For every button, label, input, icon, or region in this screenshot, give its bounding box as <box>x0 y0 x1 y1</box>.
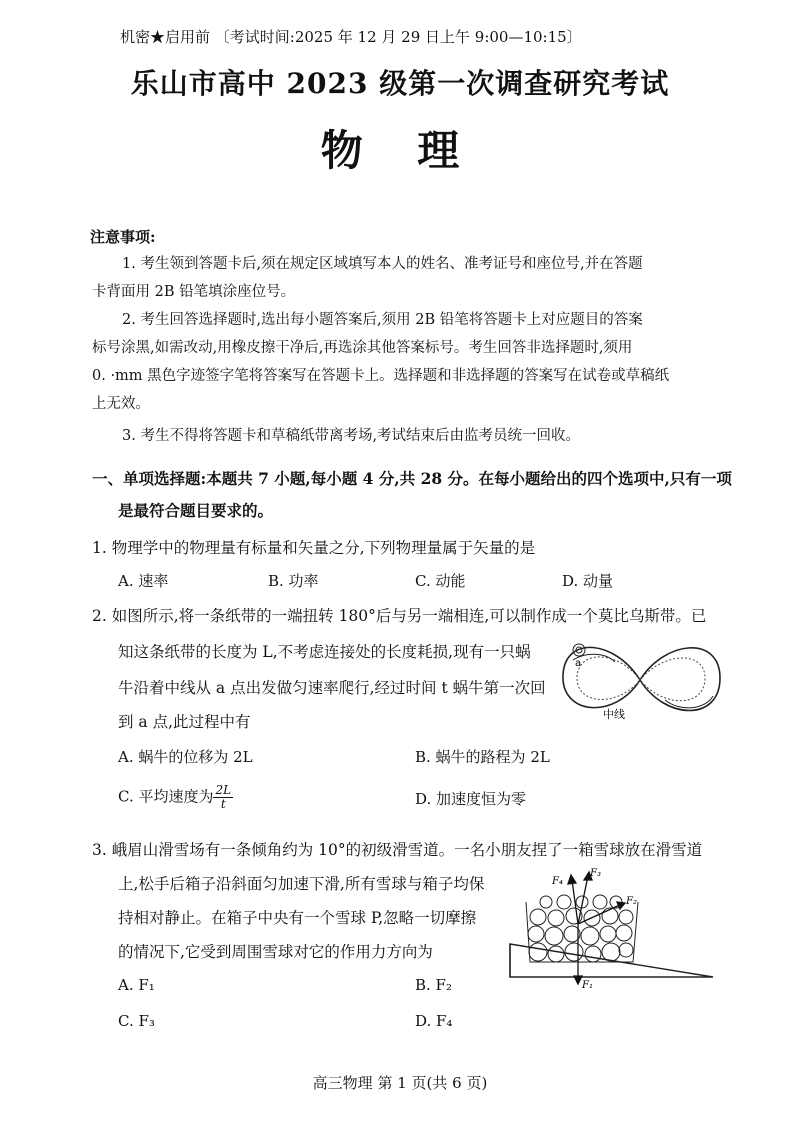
q2-option-d: D. 加速度恒为零 <box>415 790 527 808</box>
question-3-stem: 的情况下,它受到周围雪球对它的作用力方向为 <box>118 943 433 961</box>
question-3-stem: 持相对静止。在箱子中央有一个雪球 P,忽略一切摩擦 <box>118 909 477 927</box>
section-heading-cont: 是最符合题目要求的。 <box>118 501 274 520</box>
subject-title: 物 理 <box>320 126 480 175</box>
q1-option-b: B. 功率 <box>268 572 319 590</box>
page-footer: 高三物理 第 1 页(共 6 页) <box>312 1074 488 1092</box>
fraction-denominator: t <box>220 797 226 811</box>
q3-option-c: C. F₃ <box>118 1012 155 1030</box>
question-3-stem: 上,松手后箱子沿斜面匀加速下滑,所有雪球与箱子均保 <box>118 875 485 893</box>
fraction-numerator: 2L <box>215 783 232 797</box>
notice-line: 2. 考生回答选择题时,选出每小题答案后,须用 2B 铅笔将答题卡上对应题目的答案 <box>122 312 643 328</box>
fraction-2l-over-t <box>213 784 233 811</box>
notice-line: 卡背面用 2B 铅笔填涂座位号。 <box>92 284 296 300</box>
notice-heading: 注意事项: <box>90 228 156 246</box>
fig-label-a: a <box>575 658 582 669</box>
notice-line: 上无效。 <box>92 396 150 412</box>
fig-label-midline: 中线 <box>603 708 625 721</box>
question-3-stem: 3. 峨眉山滑雪场有一条倾角约为 10°的初级滑雪道。一名小朋友捏了一箱雪球放在滑雪道 <box>92 841 703 859</box>
q1-option-a: A. 速率 <box>118 572 169 590</box>
q2-option-c-text: C. 平均速度为 <box>118 787 214 806</box>
mobius-strip-figure <box>545 630 735 730</box>
q2-option-c <box>118 784 233 811</box>
section-heading: 一、单项选择题:本题共 7 小题,每小题 4 分,共 28 分。在每小题给出的四个选项中,只有一项 <box>92 469 732 488</box>
fig-label-f1: F₁ <box>582 980 593 991</box>
q3-option-d: D. F₄ <box>415 1012 453 1030</box>
question-2-stem: 到 a 点,此过程中有 <box>118 713 251 731</box>
q2-option-b: B. 蜗牛的路程为 2L <box>415 748 550 766</box>
q1-option-c: C. 动能 <box>415 572 466 590</box>
notice-line: 0. ·mm 黑色字迹签字笔将答案写在答题卡上。选择题和非选择题的答案写在试卷或草稿纸 <box>92 368 670 384</box>
q1-option-d: D. 动量 <box>562 572 614 590</box>
notice-line: 3. 考生不得将答题卡和草稿纸带离考场,考试结束后由监考员统一回收。 <box>122 428 581 444</box>
q2-option-a: A. 蜗牛的位移为 2L <box>118 748 253 766</box>
question-1-stem: 1. 物理学中的物理量有标量和矢量之分,下列物理量属于矢量的是 <box>92 539 536 557</box>
q3-option-a: A. F₁ <box>118 976 155 994</box>
exam-time-header: 机密★启用前 〔考试时间:2025 年 12 月 29 日上午 9:00—10:15〕 <box>120 28 582 46</box>
notice-line: 标号涂黑,如需改动,用橡皮擦干净后,再选涂其他答案标号。考生回答非选择题时,须用 <box>92 340 633 356</box>
fig-label-f4: F₄ <box>552 876 563 887</box>
fig-label-f3: F₃ <box>590 868 601 879</box>
question-2-stem: 知这条纸带的长度为 L,不考虑连接处的长度耗损,现有一只蜗 <box>118 643 531 661</box>
fig-label-f2: F₂ <box>626 896 637 907</box>
notice-line: 1. 考生领到答题卡后,须在规定区域填写本人的姓名、准考证号和座位号,并在答题 <box>122 256 643 272</box>
exam-title: 乐山市高中 2023 级第一次调查研究考试 <box>130 67 670 100</box>
snowball-box-figure <box>508 862 718 992</box>
q3-option-b: B. F₂ <box>415 976 452 994</box>
question-2-stem: 牛沿着中线从 a 点出发做匀速率爬行,经过时间 t 蜗牛第一次回 <box>118 679 546 697</box>
question-2-stem: 2. 如图所示,将一条纸带的一端扭转 180°后与另一端相连,可以制作成一个莫比乌斯带。已 <box>92 607 707 625</box>
